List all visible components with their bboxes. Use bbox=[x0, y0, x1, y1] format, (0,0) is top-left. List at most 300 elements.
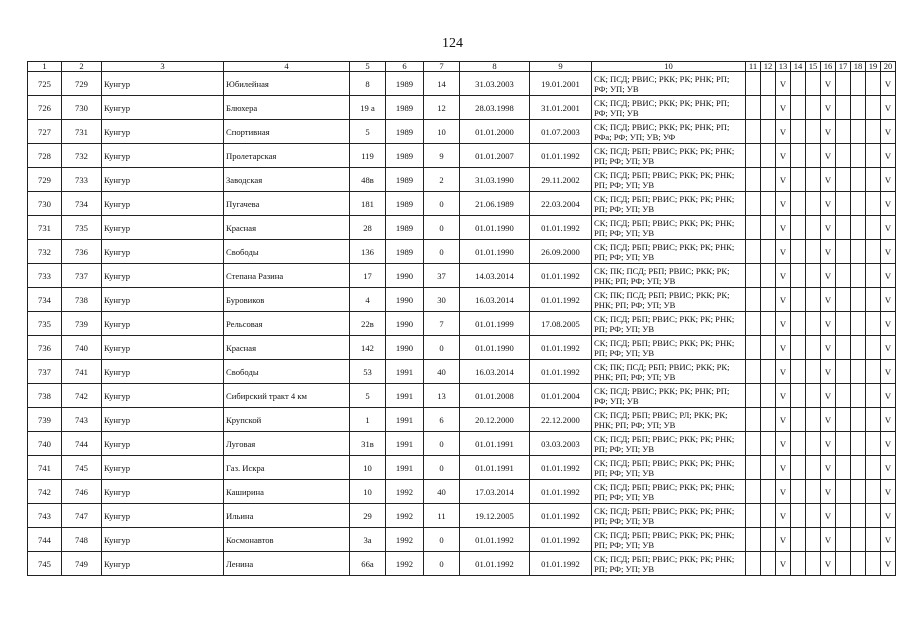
record-id: 738 bbox=[62, 288, 102, 312]
column-header: 10 bbox=[592, 62, 746, 72]
city-cell: Кунгур bbox=[102, 192, 224, 216]
city-cell: Кунгур bbox=[102, 264, 224, 288]
mark-cell-11 bbox=[746, 384, 761, 408]
house-number: 3а bbox=[350, 528, 386, 552]
year-cell: 1990 bbox=[386, 312, 424, 336]
mark-cell-19 bbox=[866, 120, 881, 144]
column-header: 12 bbox=[761, 62, 776, 72]
mark-cell-20: V bbox=[881, 312, 896, 336]
mark-cell-11 bbox=[746, 144, 761, 168]
mark-cell-17 bbox=[836, 72, 851, 96]
date-2-cell: 01.01.1992 bbox=[530, 216, 592, 240]
mark-cell-16: V bbox=[821, 72, 836, 96]
mark-cell-12 bbox=[761, 360, 776, 384]
mark-cell-13: V bbox=[776, 528, 791, 552]
mark-cell-17 bbox=[836, 552, 851, 576]
mark-cell-17 bbox=[836, 360, 851, 384]
row-number: 727 bbox=[28, 120, 62, 144]
mark-cell-12 bbox=[761, 120, 776, 144]
city-cell: Кунгур bbox=[102, 288, 224, 312]
mark-cell-12 bbox=[761, 168, 776, 192]
mark-cell-13: V bbox=[776, 72, 791, 96]
document-types-cell: СК; ПК; ПСД; РБП; РВИС; РКК; РК; РНК; РП; РФ; УП; УВ bbox=[592, 360, 746, 384]
year-cell: 1989 bbox=[386, 192, 424, 216]
street-cell: Буровиков bbox=[224, 288, 350, 312]
mark-cell-16: V bbox=[821, 120, 836, 144]
house-number: 5 bbox=[350, 384, 386, 408]
mark-cell-20: V bbox=[881, 144, 896, 168]
mark-cell-13: V bbox=[776, 216, 791, 240]
mark-cell-16: V bbox=[821, 288, 836, 312]
mark-cell-13: V bbox=[776, 480, 791, 504]
street-cell: Ленина bbox=[224, 552, 350, 576]
mark-cell-14 bbox=[791, 72, 806, 96]
row-number: 728 bbox=[28, 144, 62, 168]
mark-cell-18 bbox=[851, 168, 866, 192]
mark-cell-12 bbox=[761, 240, 776, 264]
house-number: 66а bbox=[350, 552, 386, 576]
mark-cell-12 bbox=[761, 480, 776, 504]
mark-cell-17 bbox=[836, 240, 851, 264]
header-row bbox=[28, 62, 896, 72]
column-header: 19 bbox=[866, 62, 881, 72]
mark-cell-20: V bbox=[881, 120, 896, 144]
mark-cell-18 bbox=[851, 144, 866, 168]
table-row bbox=[28, 288, 896, 312]
record-id: 748 bbox=[62, 528, 102, 552]
mark-cell-16: V bbox=[821, 264, 836, 288]
street-cell: Луговая bbox=[224, 432, 350, 456]
mark-cell-20: V bbox=[881, 456, 896, 480]
date-2-cell: 22.12.2000 bbox=[530, 408, 592, 432]
street-cell: Красная bbox=[224, 336, 350, 360]
house-number: 29 bbox=[350, 504, 386, 528]
street-cell: Юбилейная bbox=[224, 72, 350, 96]
house-number: 48в bbox=[350, 168, 386, 192]
page-number: 124 bbox=[442, 36, 463, 51]
mark-cell-13: V bbox=[776, 504, 791, 528]
mark-cell-17 bbox=[836, 312, 851, 336]
mark-cell-18 bbox=[851, 408, 866, 432]
mark-cell-19 bbox=[866, 96, 881, 120]
row-number: 729 bbox=[28, 168, 62, 192]
date-2-cell: 19.01.2001 bbox=[530, 72, 592, 96]
street-cell: Космонавтов bbox=[224, 528, 350, 552]
mark-cell-13: V bbox=[776, 456, 791, 480]
mark-cell-18 bbox=[851, 528, 866, 552]
date-2-cell: 01.07.2003 bbox=[530, 120, 592, 144]
city-cell: Кунгур bbox=[102, 144, 224, 168]
record-id: 749 bbox=[62, 552, 102, 576]
document-types-cell: СК; ПСД; РВИС; РКК; РК; РНК; РП; РФ; УП; УВ bbox=[592, 72, 746, 96]
mark-cell-13: V bbox=[776, 120, 791, 144]
mark-cell-13: V bbox=[776, 552, 791, 576]
year-cell: 1990 bbox=[386, 336, 424, 360]
record-id: 734 bbox=[62, 192, 102, 216]
mark-cell-17 bbox=[836, 480, 851, 504]
document-types-cell: СК; ПК; ПСД; РБП; РВИС; РКК; РК; РНК; РП; РФ; УП; УВ bbox=[592, 264, 746, 288]
mark-cell-18 bbox=[851, 456, 866, 480]
mark-cell-19 bbox=[866, 360, 881, 384]
column-header: 1 bbox=[28, 62, 62, 72]
mark-cell-16: V bbox=[821, 408, 836, 432]
row-number: 739 bbox=[28, 408, 62, 432]
mark-cell-14 bbox=[791, 360, 806, 384]
mark-cell-19 bbox=[866, 168, 881, 192]
house-number: 22в bbox=[350, 312, 386, 336]
year-cell: 1989 bbox=[386, 216, 424, 240]
mark-cell-13: V bbox=[776, 240, 791, 264]
mark-cell-14 bbox=[791, 336, 806, 360]
mark-cell-15 bbox=[806, 144, 821, 168]
mark-cell-14 bbox=[791, 528, 806, 552]
date-1-cell: 21.06.1989 bbox=[460, 192, 530, 216]
date-2-cell: 01.01.1992 bbox=[530, 456, 592, 480]
document-types-cell: СК; ПК; ПСД; РБП; РВИС; РКК; РК; РНК; РП; РФ; УП; УВ bbox=[592, 288, 746, 312]
date-2-cell: 01.01.1992 bbox=[530, 504, 592, 528]
mark-cell-12 bbox=[761, 96, 776, 120]
mark-cell-18 bbox=[851, 360, 866, 384]
mark-cell-19 bbox=[866, 408, 881, 432]
city-cell: Кунгур bbox=[102, 168, 224, 192]
date-2-cell: 31.01.2001 bbox=[530, 96, 592, 120]
record-id: 739 bbox=[62, 312, 102, 336]
mark-cell-17 bbox=[836, 168, 851, 192]
table-row bbox=[28, 168, 896, 192]
street-cell: Крупской bbox=[224, 408, 350, 432]
record-id: 732 bbox=[62, 144, 102, 168]
document-types-cell: СК; ПСД; РБП; РВИС; РКК; РК; РНК; РП; РФ; УП; УВ bbox=[592, 432, 746, 456]
mark-cell-15 bbox=[806, 264, 821, 288]
mark-cell-18 bbox=[851, 480, 866, 504]
document-types-cell: СК; ПСД; РБП; РВИС; РКК; РК; РНК; РП; РФ; УП; УВ bbox=[592, 144, 746, 168]
mark-cell-20: V bbox=[881, 72, 896, 96]
street-cell: Степана Разина bbox=[224, 264, 350, 288]
mark-cell-15 bbox=[806, 336, 821, 360]
record-id: 746 bbox=[62, 480, 102, 504]
table-row bbox=[28, 312, 896, 336]
year-cell: 1991 bbox=[386, 432, 424, 456]
mark-cell-15 bbox=[806, 96, 821, 120]
mark-cell-12 bbox=[761, 408, 776, 432]
mark-cell-18 bbox=[851, 72, 866, 96]
mark-cell-15 bbox=[806, 528, 821, 552]
mark-cell-18 bbox=[851, 336, 866, 360]
mark-cell-20: V bbox=[881, 432, 896, 456]
mark-cell-17 bbox=[836, 408, 851, 432]
mark-cell-14 bbox=[791, 96, 806, 120]
city-cell: Кунгур bbox=[102, 72, 224, 96]
mark-cell-18 bbox=[851, 552, 866, 576]
mark-cell-12 bbox=[761, 264, 776, 288]
row-number: 735 bbox=[28, 312, 62, 336]
mark-cell-18 bbox=[851, 264, 866, 288]
street-cell: Свободы bbox=[224, 360, 350, 384]
year-cell: 1992 bbox=[386, 528, 424, 552]
date-1-cell: 16.03.2014 bbox=[460, 288, 530, 312]
mark-cell-19 bbox=[866, 456, 881, 480]
mark-cell-17 bbox=[836, 288, 851, 312]
date-2-cell: 01.01.2004 bbox=[530, 384, 592, 408]
mark-cell-11 bbox=[746, 456, 761, 480]
street-cell: Рельсовая bbox=[224, 312, 350, 336]
document-types-cell: СК; ПСД; РБП; РВИС; РКК; РК; РНК; РП; РФ; УП; УВ bbox=[592, 168, 746, 192]
mark-cell-11 bbox=[746, 528, 761, 552]
mark-cell-17 bbox=[836, 384, 851, 408]
date-2-cell: 01.01.1992 bbox=[530, 288, 592, 312]
table-row bbox=[28, 240, 896, 264]
mark-cell-20: V bbox=[881, 528, 896, 552]
mark-cell-14 bbox=[791, 408, 806, 432]
document-types-cell: СК; ПСД; РБП; РВИС; РКК; РК; РНК; РП; РФ; УП; УВ bbox=[592, 480, 746, 504]
date-1-cell: 01.01.1990 bbox=[460, 336, 530, 360]
mark-cell-20: V bbox=[881, 168, 896, 192]
mark-cell-16: V bbox=[821, 432, 836, 456]
mark-cell-12 bbox=[761, 456, 776, 480]
mark-cell-15 bbox=[806, 168, 821, 192]
column-header: 9 bbox=[530, 62, 592, 72]
row-number: 741 bbox=[28, 456, 62, 480]
year-cell: 1989 bbox=[386, 240, 424, 264]
mark-cell-20: V bbox=[881, 264, 896, 288]
date-1-cell: 01.01.1990 bbox=[460, 216, 530, 240]
mark-cell-18 bbox=[851, 192, 866, 216]
mark-cell-20: V bbox=[881, 96, 896, 120]
document-types-cell: СК; ПСД; РБП; РВИС; РКК; РК; РНК; РП; РФ; УП; УВ bbox=[592, 312, 746, 336]
mark-cell-12 bbox=[761, 384, 776, 408]
mark-cell-20: V bbox=[881, 192, 896, 216]
mark-cell-15 bbox=[806, 504, 821, 528]
mark-cell-18 bbox=[851, 240, 866, 264]
column-header: 8 bbox=[460, 62, 530, 72]
year-cell: 1989 bbox=[386, 120, 424, 144]
mark-cell-18 bbox=[851, 120, 866, 144]
table-row bbox=[28, 408, 896, 432]
table-row bbox=[28, 120, 896, 144]
mark-cell-11 bbox=[746, 432, 761, 456]
record-id: 731 bbox=[62, 120, 102, 144]
house-number: 142 bbox=[350, 336, 386, 360]
count-cell: 0 bbox=[424, 192, 460, 216]
house-number: 10 bbox=[350, 456, 386, 480]
year-cell: 1991 bbox=[386, 384, 424, 408]
document-types-cell: СК; ПСД; РБП; РВИС; РКК; РК; РНК; РП; РФ; УП; УВ bbox=[592, 552, 746, 576]
table-row bbox=[28, 264, 896, 288]
mark-cell-11 bbox=[746, 312, 761, 336]
row-number: 726 bbox=[28, 96, 62, 120]
mark-cell-13: V bbox=[776, 432, 791, 456]
date-2-cell: 03.03.2003 bbox=[530, 432, 592, 456]
city-cell: Кунгур bbox=[102, 456, 224, 480]
record-id: 729 bbox=[62, 72, 102, 96]
mark-cell-11 bbox=[746, 96, 761, 120]
table-row bbox=[28, 504, 896, 528]
record-id: 737 bbox=[62, 264, 102, 288]
table-row bbox=[28, 216, 896, 240]
mark-cell-16: V bbox=[821, 360, 836, 384]
city-cell: Кунгур bbox=[102, 408, 224, 432]
street-cell: Красная bbox=[224, 216, 350, 240]
mark-cell-18 bbox=[851, 216, 866, 240]
house-number: 28 bbox=[350, 216, 386, 240]
mark-cell-17 bbox=[836, 192, 851, 216]
date-2-cell: 29.11.2002 bbox=[530, 168, 592, 192]
mark-cell-16: V bbox=[821, 96, 836, 120]
street-cell: Каширина bbox=[224, 480, 350, 504]
date-1-cell: 01.01.2008 bbox=[460, 384, 530, 408]
mark-cell-17 bbox=[836, 96, 851, 120]
mark-cell-18 bbox=[851, 384, 866, 408]
mark-cell-12 bbox=[761, 528, 776, 552]
mark-cell-17 bbox=[836, 264, 851, 288]
document-types-cell: СК; ПСД; РБП; РВИС; РКК; РК; РНК; РП; РФ; УП; УВ bbox=[592, 216, 746, 240]
row-number: 732 bbox=[28, 240, 62, 264]
mark-cell-16: V bbox=[821, 168, 836, 192]
count-cell: 2 bbox=[424, 168, 460, 192]
date-1-cell: 01.01.1992 bbox=[460, 528, 530, 552]
mark-cell-11 bbox=[746, 120, 761, 144]
table-row bbox=[28, 336, 896, 360]
mark-cell-19 bbox=[866, 432, 881, 456]
mark-cell-11 bbox=[746, 168, 761, 192]
mark-cell-14 bbox=[791, 192, 806, 216]
date-1-cell: 28.03.1998 bbox=[460, 96, 530, 120]
record-id: 735 bbox=[62, 216, 102, 240]
date-2-cell: 17.08.2005 bbox=[530, 312, 592, 336]
mark-cell-19 bbox=[866, 504, 881, 528]
mark-cell-18 bbox=[851, 96, 866, 120]
mark-cell-15 bbox=[806, 432, 821, 456]
mark-cell-12 bbox=[761, 504, 776, 528]
mark-cell-15 bbox=[806, 360, 821, 384]
document-types-cell: СК; ПСД; РБП; РВИС; РКК; РК; РНК; РП; РФ; УП; УВ bbox=[592, 456, 746, 480]
mark-cell-16: V bbox=[821, 312, 836, 336]
house-number: 10 bbox=[350, 480, 386, 504]
city-cell: Кунгур bbox=[102, 312, 224, 336]
mark-cell-19 bbox=[866, 288, 881, 312]
mark-cell-14 bbox=[791, 384, 806, 408]
mark-cell-11 bbox=[746, 288, 761, 312]
column-header: 5 bbox=[350, 62, 386, 72]
mark-cell-13: V bbox=[776, 384, 791, 408]
mark-cell-17 bbox=[836, 456, 851, 480]
date-2-cell: 26.09.2000 bbox=[530, 240, 592, 264]
column-header: 20 bbox=[881, 62, 896, 72]
mark-cell-12 bbox=[761, 72, 776, 96]
count-cell: 0 bbox=[424, 432, 460, 456]
table-row bbox=[28, 480, 896, 504]
city-cell: Кунгур bbox=[102, 384, 224, 408]
street-cell: Свободы bbox=[224, 240, 350, 264]
count-cell: 0 bbox=[424, 552, 460, 576]
mark-cell-19 bbox=[866, 552, 881, 576]
record-id: 730 bbox=[62, 96, 102, 120]
date-2-cell: 01.01.1992 bbox=[530, 144, 592, 168]
street-cell: Заводская bbox=[224, 168, 350, 192]
mark-cell-15 bbox=[806, 552, 821, 576]
column-header: 13 bbox=[776, 62, 791, 72]
count-cell: 7 bbox=[424, 312, 460, 336]
mark-cell-20: V bbox=[881, 408, 896, 432]
mark-cell-11 bbox=[746, 240, 761, 264]
year-cell: 1989 bbox=[386, 96, 424, 120]
record-id: 741 bbox=[62, 360, 102, 384]
mark-cell-11 bbox=[746, 504, 761, 528]
date-2-cell: 01.01.1992 bbox=[530, 528, 592, 552]
street-cell: Блюхера bbox=[224, 96, 350, 120]
mark-cell-20: V bbox=[881, 360, 896, 384]
date-1-cell: 20.12.2000 bbox=[460, 408, 530, 432]
city-cell: Кунгур bbox=[102, 240, 224, 264]
count-cell: 13 bbox=[424, 384, 460, 408]
mark-cell-14 bbox=[791, 120, 806, 144]
row-number: 738 bbox=[28, 384, 62, 408]
row-number: 725 bbox=[28, 72, 62, 96]
mark-cell-17 bbox=[836, 144, 851, 168]
year-cell: 1989 bbox=[386, 72, 424, 96]
table-row bbox=[28, 72, 896, 96]
mark-cell-13: V bbox=[776, 264, 791, 288]
year-cell: 1992 bbox=[386, 480, 424, 504]
house-number: 53 bbox=[350, 360, 386, 384]
table-body bbox=[28, 72, 896, 576]
mark-cell-19 bbox=[866, 192, 881, 216]
mark-cell-15 bbox=[806, 240, 821, 264]
year-cell: 1990 bbox=[386, 288, 424, 312]
mark-cell-14 bbox=[791, 312, 806, 336]
year-cell: 1990 bbox=[386, 264, 424, 288]
mark-cell-15 bbox=[806, 384, 821, 408]
city-cell: Кунгур bbox=[102, 120, 224, 144]
mark-cell-16: V bbox=[821, 336, 836, 360]
document-types-cell: СК; ПСД; РВИС; РКК; РК; РНК; РП; РФ; УП; УВ bbox=[592, 384, 746, 408]
count-cell: 12 bbox=[424, 96, 460, 120]
city-cell: Кунгур bbox=[102, 504, 224, 528]
mark-cell-14 bbox=[791, 168, 806, 192]
mark-cell-20: V bbox=[881, 288, 896, 312]
count-cell: 0 bbox=[424, 216, 460, 240]
document-types-cell: СК; ПСД; РБП; РВИС; РКК; РК; РНК; РП; РФ; УП; УВ bbox=[592, 504, 746, 528]
column-header: 2 bbox=[62, 62, 102, 72]
record-id: 736 bbox=[62, 240, 102, 264]
row-number: 730 bbox=[28, 192, 62, 216]
mark-cell-20: V bbox=[881, 504, 896, 528]
date-1-cell: 19.12.2005 bbox=[460, 504, 530, 528]
count-cell: 30 bbox=[424, 288, 460, 312]
document-types-cell: СК; ПСД; РБП; РВИС; РКК; РК; РНК; РП; РФ; УП; УВ bbox=[592, 336, 746, 360]
city-cell: Кунгур bbox=[102, 552, 224, 576]
city-cell: Кунгур bbox=[102, 216, 224, 240]
mark-cell-11 bbox=[746, 72, 761, 96]
house-number: 5 bbox=[350, 120, 386, 144]
house-number: 119 bbox=[350, 144, 386, 168]
date-2-cell: 01.01.1992 bbox=[530, 360, 592, 384]
mark-cell-19 bbox=[866, 216, 881, 240]
house-number: 19 а bbox=[350, 96, 386, 120]
table-row bbox=[28, 456, 896, 480]
mark-cell-14 bbox=[791, 216, 806, 240]
document-types-cell: СК; ПСД; РБП; РВИС; РКК; РК; РНК; РП; РФ; УП; УВ bbox=[592, 240, 746, 264]
date-1-cell: 01.01.1992 bbox=[460, 552, 530, 576]
count-cell: 14 bbox=[424, 72, 460, 96]
row-number: 742 bbox=[28, 480, 62, 504]
mark-cell-14 bbox=[791, 288, 806, 312]
count-cell: 0 bbox=[424, 240, 460, 264]
count-cell: 40 bbox=[424, 360, 460, 384]
mark-cell-15 bbox=[806, 192, 821, 216]
count-cell: 0 bbox=[424, 456, 460, 480]
table-row bbox=[28, 384, 896, 408]
